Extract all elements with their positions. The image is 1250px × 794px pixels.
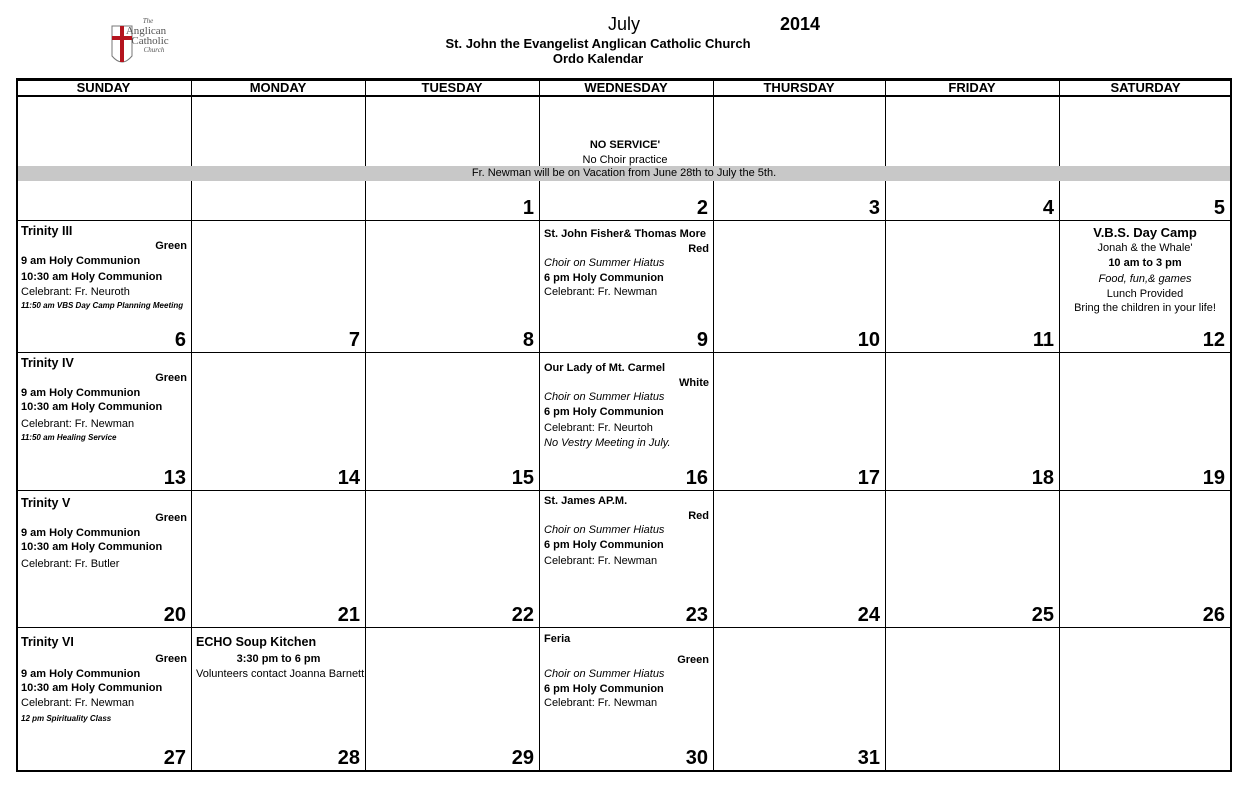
- event-title: St. John Fisher& Thomas More: [544, 228, 706, 240]
- date-number: 23: [685, 604, 708, 626]
- date-number: 14: [337, 467, 360, 489]
- liturgical-color: Green: [155, 240, 187, 252]
- date-number: 8: [522, 329, 534, 351]
- date-number: 1: [522, 197, 534, 219]
- celebrant: Celebrant: Fr. Newman: [544, 697, 658, 709]
- celebrant: Celebrant: Fr. Butler: [21, 557, 120, 570]
- date-number: 2: [696, 197, 708, 219]
- event-title: Trinity VI: [21, 635, 74, 649]
- celebrant: Celebrant: Fr. Newman: [544, 555, 658, 567]
- event-title: V.B.S. Day Camp: [1093, 225, 1197, 240]
- day-cell: [366, 97, 539, 220]
- day-cell: [17, 97, 191, 220]
- service-time: 9 am Holy Communion: [21, 667, 141, 680]
- date-number: 15: [511, 467, 534, 489]
- day-header-monday: MONDAY: [249, 80, 307, 95]
- event-detail: Bring the children in your life!: [1074, 302, 1216, 314]
- year-label: 2014: [780, 14, 821, 34]
- no-choir-label: No Choir practice: [582, 153, 668, 166]
- event-note: 11:50 am VBS Day Camp Planning Meeting: [21, 301, 184, 310]
- service-time: 10:30 am Holy Communion: [21, 401, 163, 413]
- day-cell: [366, 221, 539, 352]
- date-number: 25: [1031, 604, 1054, 626]
- day-cell: [886, 491, 1059, 627]
- date-number: 24: [857, 604, 880, 626]
- date-number: 29: [511, 747, 534, 769]
- day-cell: [192, 221, 365, 352]
- date-number: 22: [511, 604, 534, 626]
- calendar-header: [0, 0, 1250, 78]
- event-detail: Food, fun,& games: [1098, 273, 1192, 285]
- day-cell: [17, 491, 191, 627]
- date-number: 12: [1202, 329, 1225, 351]
- date-number: 6: [174, 329, 186, 351]
- liturgical-color: Red: [688, 242, 709, 255]
- choir-note: Choir on Summer Hiatus: [544, 391, 665, 403]
- date-number: 26: [1202, 604, 1225, 626]
- event-note: 11:50 am Healing Service: [21, 433, 117, 442]
- calendar-subtitle: Ordo Kalendar: [552, 51, 644, 66]
- no-service-label: NO SERVICE': [589, 139, 661, 151]
- celebrant: Celebrant: Fr. Neurtoh: [544, 422, 653, 434]
- day-cell: [886, 353, 1059, 490]
- event-title: Trinity IV: [21, 356, 74, 370]
- day-cell: [1060, 221, 1230, 352]
- celebrant: Celebrant: Fr. Newman: [21, 417, 135, 430]
- liturgical-color: Green: [677, 653, 709, 666]
- service-time: 10:30 am Holy Communion: [21, 541, 163, 553]
- date-number: 30: [685, 747, 708, 769]
- day-cell: [540, 221, 713, 352]
- month-label: July: [608, 14, 641, 34]
- day-cell: [366, 491, 539, 627]
- date-number: 10: [857, 329, 880, 351]
- day-cell: [17, 628, 191, 770]
- date-number: 27: [163, 747, 186, 769]
- day-cell: [1060, 97, 1230, 220]
- event-title: St. James AP.M.: [544, 495, 628, 507]
- event-time: 3:30 pm to 6 pm: [236, 653, 321, 665]
- day-cell: [17, 221, 191, 352]
- choir-note: Choir on Summer Hiatus: [544, 668, 665, 680]
- logo-text-catholic: Catholic: [131, 35, 169, 47]
- liturgical-color: Green: [155, 512, 187, 524]
- event-time: 10 am to 3 pm: [1108, 256, 1182, 269]
- service-time: 6 pm Holy Communion: [544, 538, 664, 551]
- event-title: Our Lady of Mt. Carmel: [544, 362, 666, 374]
- choir-note: Choir on Summer Hiatus: [544, 524, 665, 536]
- day-cell: [192, 491, 365, 627]
- service-time: 6 pm Holy Communion: [544, 271, 664, 284]
- service-time: 6 pm Holy Communion: [544, 682, 664, 695]
- date-number: 18: [1031, 467, 1054, 489]
- liturgical-color: White: [679, 376, 709, 389]
- day-cell: [192, 353, 365, 490]
- day-cell: [17, 353, 191, 490]
- logo-text-anglican: Anglican: [125, 25, 167, 37]
- date-number: 16: [685, 467, 708, 489]
- liturgical-color: Red: [688, 509, 709, 522]
- vestry-note: No Vestry Meeting in July.: [544, 436, 671, 449]
- vacation-banner: Fr. Newman will be on Vacation from June 28th to July the 5th.: [18, 166, 1230, 181]
- service-time: 10:30 am Holy Communion: [21, 682, 163, 694]
- day-header-sunday: SUNDAY: [76, 80, 131, 95]
- service-time: 6 pm Holy Communion: [544, 405, 664, 418]
- day-cell: [192, 628, 365, 770]
- service-time: 9 am Holy Communion: [21, 526, 141, 539]
- date-number: 21: [337, 604, 360, 626]
- service-time: 10:30 am Holy Communion: [21, 271, 163, 283]
- event-note: 12 pm Spirituality Class: [21, 714, 112, 723]
- date-number: 13: [163, 467, 186, 489]
- day-header-wednesday: WEDNESDAY: [584, 80, 668, 95]
- event-detail: Lunch Provided: [1106, 287, 1184, 300]
- day-header-friday: FRIDAY: [948, 80, 996, 95]
- day-cell: [714, 97, 885, 220]
- day-cell: [540, 491, 713, 627]
- liturgical-color: Green: [155, 653, 187, 665]
- day-cell: [1060, 628, 1230, 770]
- date-number: 3: [868, 197, 880, 219]
- date-number: 31: [857, 747, 880, 769]
- liturgical-color: Green: [155, 372, 187, 384]
- date-number: 7: [348, 329, 360, 351]
- day-cell: [714, 353, 885, 490]
- event-detail: Volunteers contact Joanna Barnett: [196, 667, 365, 680]
- day-cell: [886, 221, 1059, 352]
- event-title: Trinity III: [21, 224, 73, 238]
- event-title: ECHO Soup Kitchen: [196, 635, 317, 649]
- date-number: 11: [1032, 329, 1054, 351]
- celebrant: Celebrant: Fr. Neuroth: [21, 285, 130, 298]
- service-time: 9 am Holy Communion: [21, 254, 141, 267]
- day-cell: [540, 628, 713, 770]
- church-name: St. John the Evangelist Anglican Catholic Church: [445, 36, 751, 51]
- logo-text-church: Church: [143, 46, 165, 54]
- date-number: 19: [1202, 467, 1225, 489]
- day-cell: [540, 353, 713, 490]
- day-cell: [886, 97, 1059, 220]
- day-cell: [540, 182, 713, 220]
- date-number: 5: [1213, 197, 1225, 219]
- day-cell: [1060, 491, 1230, 627]
- day-header-saturday: SATURDAY: [1110, 80, 1181, 95]
- calendar-grid: [16, 78, 1232, 772]
- event-title: Trinity V: [21, 496, 71, 510]
- celebrant: Celebrant: Fr. Newman: [544, 286, 658, 298]
- day-cell: [714, 628, 885, 770]
- no-service-notice: [538, 138, 712, 167]
- event-subtitle: Jonah & the Whale': [1097, 242, 1193, 254]
- day-cell: [886, 628, 1059, 770]
- day-header-thursday: THURSDAY: [763, 80, 835, 95]
- choir-note: Choir on Summer Hiatus: [544, 257, 665, 269]
- day-cell: [366, 628, 539, 770]
- day-cell: [1060, 353, 1230, 490]
- day-cell: [714, 221, 885, 352]
- event-title: Feria: [544, 633, 571, 645]
- logo-text-the: The: [142, 17, 154, 25]
- date-number: 20: [163, 604, 186, 626]
- date-number: 17: [857, 467, 880, 489]
- service-time: 9 am Holy Communion: [21, 386, 141, 399]
- day-cell: [366, 353, 539, 490]
- day-header-tuesday: TUESDAY: [421, 80, 483, 95]
- day-cell: [714, 491, 885, 627]
- date-number: 9: [696, 329, 708, 351]
- date-number: 4: [1042, 197, 1054, 219]
- celebrant: Celebrant: Fr. Newman: [21, 696, 135, 709]
- day-cell: [192, 97, 365, 220]
- date-number: 28: [337, 747, 360, 769]
